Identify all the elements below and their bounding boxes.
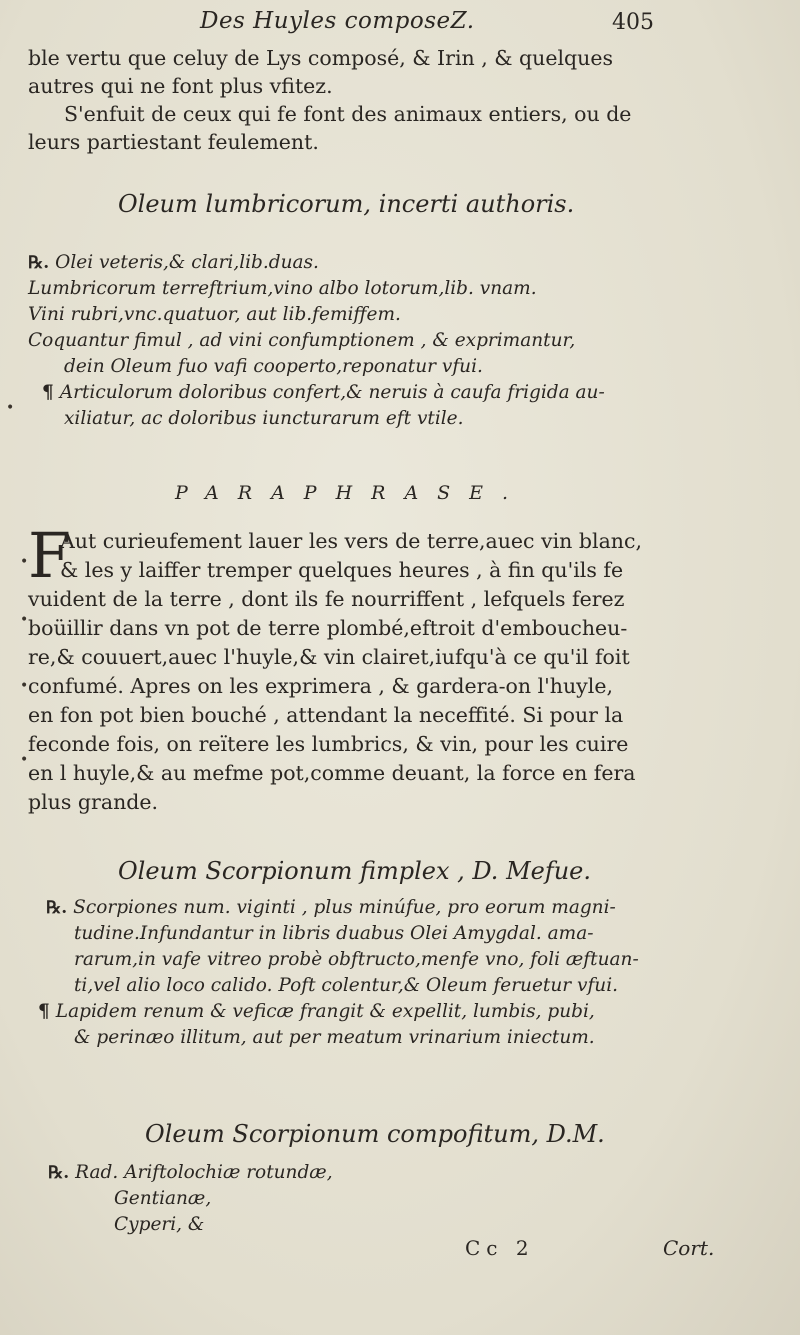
text-line: re,& couuert,auec l'huyle,& vin clairet,iufqu'à ce qu'il foit bbox=[28, 645, 630, 669]
text-line: S'enfuit de ceux qui fe font des animaux entiers, ou de bbox=[64, 102, 632, 126]
recipe-lumbricorum bbox=[28, 250, 718, 432]
margin-dot-icon: • bbox=[6, 400, 15, 416]
page-header bbox=[0, 8, 800, 42]
text-line: boüillir dans vn pot de terre plombé,eftroit d'emboucheu- bbox=[28, 616, 628, 640]
page-footer bbox=[0, 1236, 800, 1266]
recipe-symbol: ℞. bbox=[28, 253, 50, 273]
section-title-scorpionum-simplex: Oleum Scorpionum fimplex , D. Mefue. bbox=[118, 857, 592, 885]
catchword: Cort. bbox=[663, 1236, 715, 1260]
text-line: ble vertu que celuy de Lys composé, & Irin , & quelques bbox=[28, 46, 614, 70]
recipe-scorpionum-compositum bbox=[28, 1160, 718, 1238]
recipe-scorpionum-simplex bbox=[28, 895, 718, 1051]
text-line: plus grande. bbox=[28, 790, 159, 814]
recipe-line: Vini rubri,vnc.quatuor, aut lib.femiffem. bbox=[28, 304, 401, 325]
text-line: feconde fois, on reïtere les lumbrics, & vin, pour les cuire bbox=[28, 732, 629, 756]
virtue-line bbox=[28, 999, 718, 1025]
recipe-line: rarum,in vafe vitreo probè obftructo,menfe vno, foli æftuan- bbox=[74, 949, 639, 970]
page-number: 405 bbox=[612, 10, 654, 35]
virtue-text: Articulorum doloribus confert,& neruis à caufa frigida au- bbox=[59, 382, 605, 403]
recipe-text: Scorpiones num. viginti , plus minúfue, pro eorum magni- bbox=[73, 897, 616, 918]
virtue-line bbox=[28, 380, 718, 406]
text-line: leurs partiestant feulement. bbox=[28, 130, 319, 154]
recipe-line: Gentianæ, bbox=[114, 1188, 212, 1209]
virtue-line: xiliatur, ac doloribus iuncturarum eft vtile. bbox=[64, 408, 464, 429]
recipe-text: Rad. Ariftolochiæ rotundæ, bbox=[75, 1162, 333, 1183]
text-line: confumé. Apres on les exprimera , & gardera-on l'huyle, bbox=[28, 674, 613, 698]
recipe-text: Olei veteris,& clari,lib.duas. bbox=[55, 252, 319, 273]
recipe-line: Cyperi, & bbox=[114, 1214, 205, 1235]
text-line: Aut curieufement lauer les vers de terre,auec vin blanc, bbox=[60, 529, 642, 553]
margin-dot-icon: • bbox=[20, 612, 29, 628]
text-line: en fon pot bien bouché , attendant la neceffité. Si pour la bbox=[28, 703, 624, 727]
paraphrase-text bbox=[28, 519, 708, 817]
pilcrow-mark: ¶ bbox=[42, 382, 54, 403]
text-line: en l huyle,& au mefme pot,comme deuant, la force en fera bbox=[28, 761, 636, 785]
recipe-line: tudine.Infundantur in libris duabus Olei Amygdal. ama- bbox=[74, 923, 594, 944]
recipe-line: Lumbricorum terreftrium,vino albo lotorum,lib. vnam. bbox=[28, 278, 537, 299]
recipe-line: ti,vel alio loco calido. Poft colentur,& Oleum feruetur vfui. bbox=[74, 975, 619, 996]
section-title-scorpionum-compositum: Oleum Scorpionum compofitum, D.M. bbox=[145, 1120, 605, 1148]
running-head: Des Huyles composeZ. bbox=[200, 8, 475, 34]
margin-dot-icon: • bbox=[20, 752, 29, 768]
recipe-line bbox=[28, 250, 718, 276]
margin-dot-icon: • bbox=[20, 678, 29, 694]
recipe-line: Coquantur fimul , ad vini confumptionem , & exprimantur, bbox=[28, 330, 576, 351]
recipe-line bbox=[28, 895, 718, 921]
recipe-symbol: ℞. bbox=[48, 1163, 70, 1183]
recipe-line bbox=[28, 1160, 718, 1186]
virtue-text: Lapidem renum & veficæ frangit & expellit, lumbis, pubi, bbox=[55, 1001, 595, 1022]
pilcrow-mark: ¶ bbox=[38, 1001, 50, 1022]
intro-text bbox=[28, 44, 688, 156]
drop-capital: F bbox=[28, 519, 72, 592]
paraphrase-title: PARAPHRASE. bbox=[175, 482, 528, 504]
margin-dot-icon: • bbox=[20, 554, 29, 570]
text-line: autres qui ne font plus vfitez. bbox=[28, 74, 333, 98]
signature-mark: Cc 2 bbox=[465, 1236, 535, 1260]
section-title-lumbricorum: Oleum lumbricorum, incerti authoris. bbox=[118, 190, 575, 218]
recipe-symbol: ℞. bbox=[46, 898, 68, 918]
text-line: vuident de la terre , dont ils fe nourriffent , lefquels ferez bbox=[28, 587, 625, 611]
text-line: & les y laiffer tremper quelques heures , à fin qu'ils fe bbox=[60, 558, 624, 582]
virtue-line: & perinæo illitum, aut per meatum vrinarium iniectum. bbox=[74, 1027, 595, 1048]
recipe-line: dein Oleum fuo vafi cooperto,reponatur vfui. bbox=[64, 356, 483, 377]
